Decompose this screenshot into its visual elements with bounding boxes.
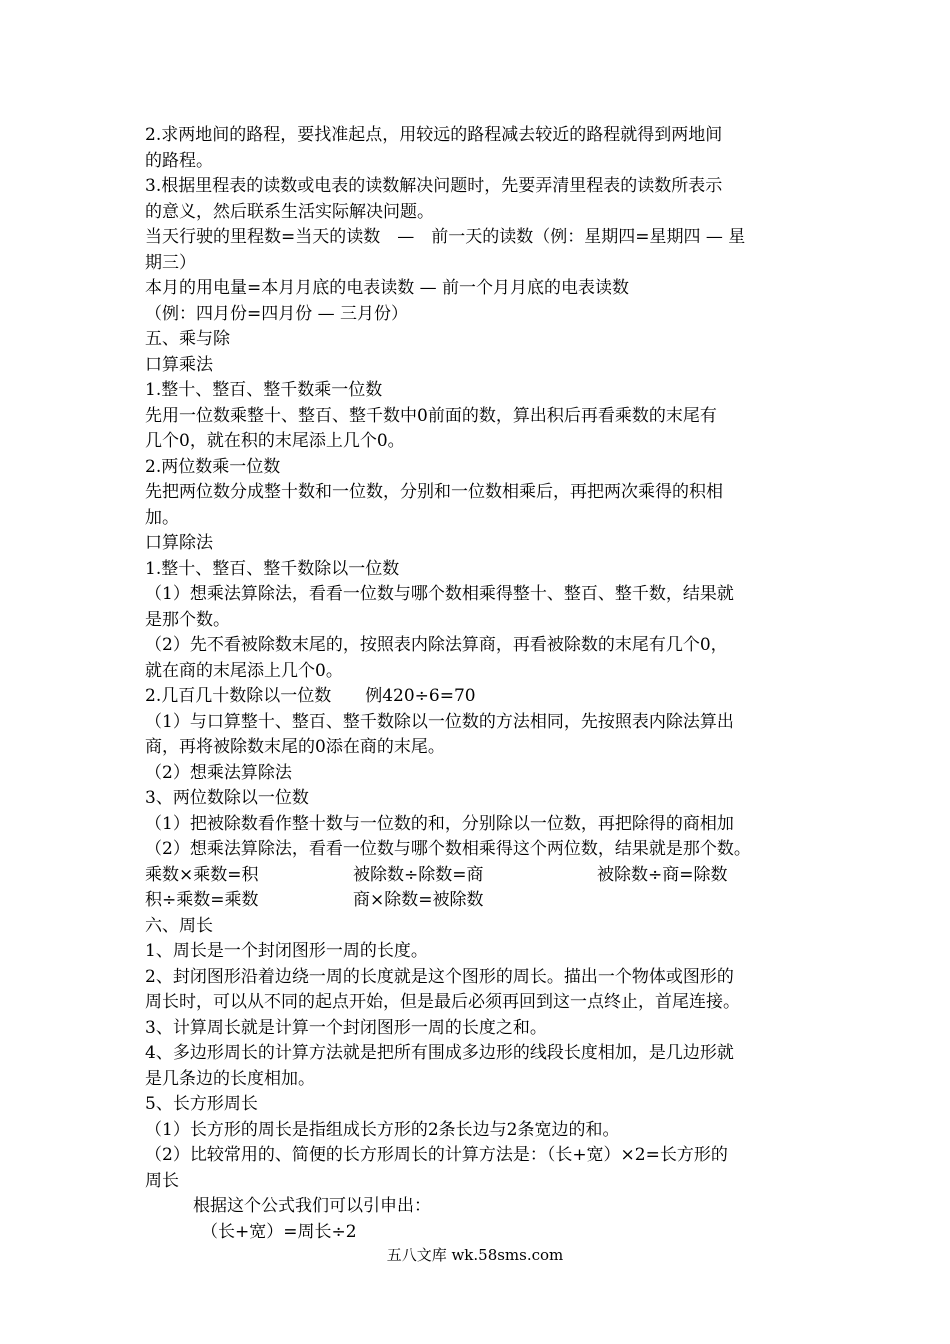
formula-row [145,863,835,889]
text-line: 1.整十、整百、整千数乘一位数 [145,380,383,400]
text-line: 2.求两地间的路程，要找准起点，用较远的路程减去较近的路程就得到两地间 [145,125,723,145]
text-line: 5、长方形周长 [145,1094,258,1114]
text-line: 先把两位数分成整十数和一位数，分别和一位数相乘后，再把两次乘得的积相 [145,482,723,502]
formula-cell: 商×除数=被除数 [353,890,484,910]
text-line: （2）想乘法算除法，看看一位数与哪个数相乘得这个两位数，结果就是那个数。 [145,839,751,859]
text-line: 五、乘与除 [145,329,230,349]
text-line: （2）先不看被除数末尾的，按照表内除法算商，再看被除数的末尾有几个0， [145,635,728,655]
indented-line: （长+宽）=周长÷2 [201,1221,357,1242]
footer-watermark: 五八文库 wk.58sms.com [386,1246,564,1264]
text-line: 周长 [145,1170,179,1191]
text-line: 期三） [145,252,196,273]
text-line: 周长时，可以从不同的起点开始，但是最后必须再回到这一点终止，首尾连接。 [145,992,740,1012]
text-line: 是几条边的长度相加。 [145,1068,315,1089]
text-line: 3、计算周长就是计算一个封闭图形一周的长度之和。 [145,1017,547,1038]
text-line: 商，再将被除数末尾的0添在商的末尾。 [145,737,445,757]
formula-cell: 积÷乘数=乘数 [145,890,259,910]
formula-cell: 被除数÷商=除数 [597,864,728,885]
text-line: 的路程。 [145,150,213,171]
document-body [145,123,835,1245]
text-line: 1、周长是一个封闭图形一周的长度。 [145,941,428,961]
text-block-1 [145,123,835,863]
text-line: 是那个数。 [145,609,230,630]
text-line: （2）想乘法算除法 [145,762,292,783]
text-line: （2）比较常用的、简便的长方形周长的计算方法是：（长+宽）×2=长方形的 [145,1145,728,1165]
text-line: 六、周长 [145,915,213,936]
text-line: 3、两位数除以一位数 [145,788,309,808]
text-line: 先用一位数乘整十、整百、整千数中0前面的数，算出积后再看乘数的末尾有 [145,405,717,426]
text-block-2 [145,914,835,1195]
text-line: （1）把被除数看作整十数与一位数的和，分别除以一位数，再把除得的商相加 [145,813,734,834]
text-line: （1）想乘法算除法，看看一位数与哪个数相乘得整十、整百、整千数，结果就 [145,584,734,604]
text-line: 2.两位数乘一位数 [145,456,281,477]
text-line: 2.几百几十数除以一位数 例420÷6=70 [145,686,476,706]
text-line: 加。 [145,507,179,528]
text-line: （1）与口算整十、整百、整千数除以一位数的方法相同，先按照表内除法算出 [145,711,734,732]
text-line: 3.根据里程表的读数或电表的读数解决问题时，先要弄清里程表的读数所表示 [145,176,723,196]
text-line: 几个0，就在积的末尾添上几个0。 [145,431,405,451]
text-line: 本月的用电量=本月月底的电表读数 — 前一个月月底的电表读数 [145,278,630,298]
text-line: 2、封闭图形沿着边绕一周的长度就是这个图形的周长。描出一个物体或图形的 [145,966,734,987]
text-line: 口算除法 [145,533,213,553]
text-line: 4、多边形周长的计算方法就是把所有围成多边形的线段长度相加，是几边形就 [145,1043,734,1063]
text-line: 的意义，然后联系生活实际解决问题。 [145,201,434,222]
text-line: 当天行驶的里程数=当天的读数 — 前一天的读数（例：星期四=星期四 — 星 [145,227,746,247]
formula-cell: 被除数÷除数=商 [353,864,484,885]
text-line: 1.整十、整百、整千数除以一位数 [145,558,400,579]
indented-line: 根据这个公式我们可以引申出： [193,1196,431,1216]
text-line: 就在商的末尾添上几个0。 [145,660,343,681]
text-line: （例：四月份=四月份 — 三月份） [145,303,409,324]
text-line: 口算乘法 [145,354,213,375]
formula-row [145,888,835,914]
formula-table [145,863,835,914]
formula-cell: 乘数×乘数=积 [145,864,259,885]
text-line: （1）长方形的周长是指组成长方形的2条长边与2条宽边的和。 [145,1119,620,1140]
